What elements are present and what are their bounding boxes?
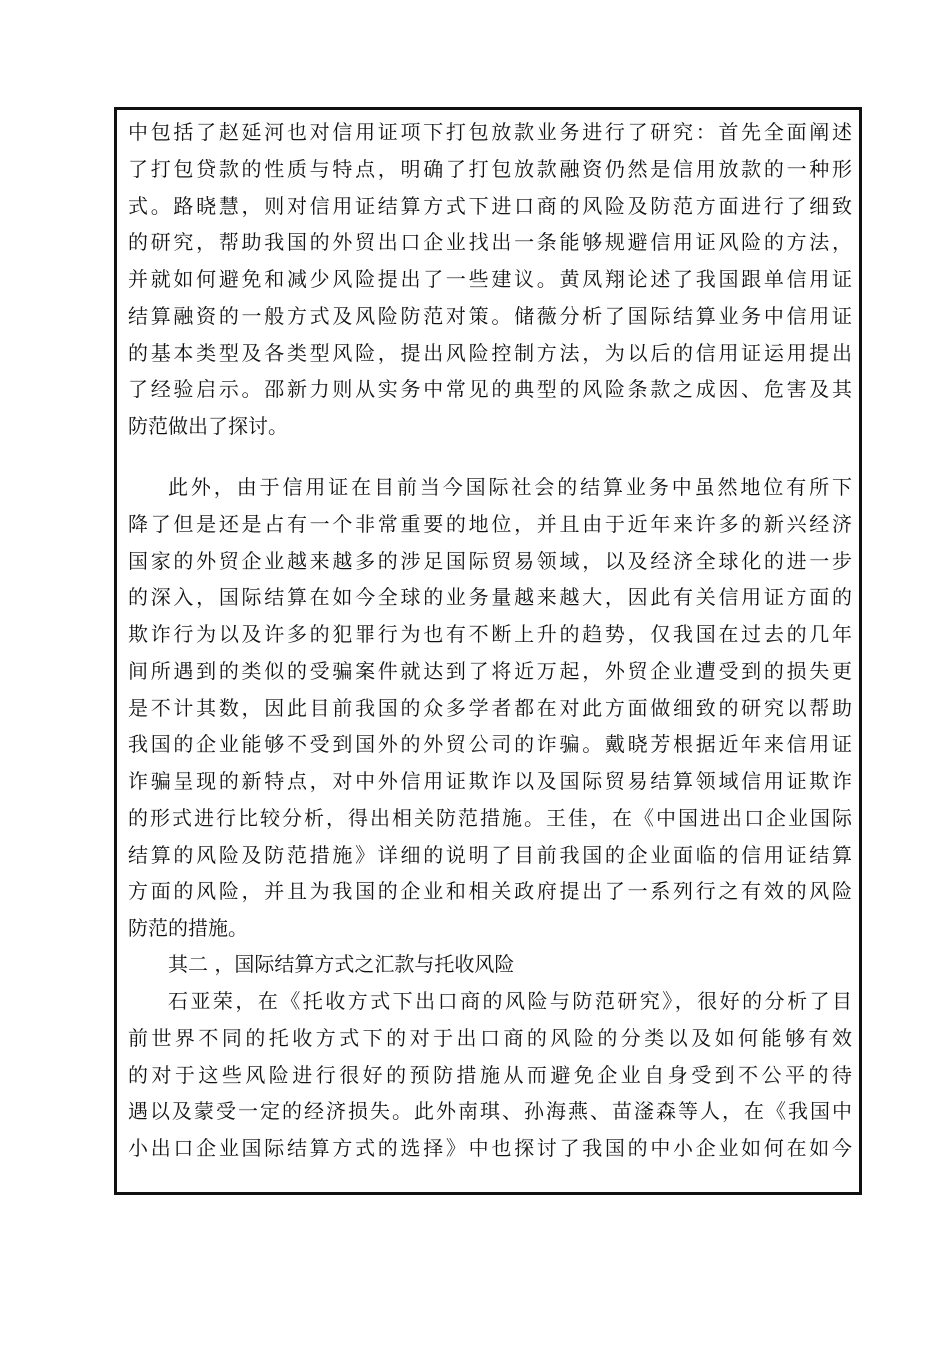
text-line: 的形式进行比较分析，得出相关防范措施。王佳，在《中国进出口企业国际 <box>128 805 852 830</box>
text-line: 国家的外贸企业越来越多的涉足国际贸易领域，以及经济全球化的进一步 <box>128 548 852 573</box>
text-line: 是不计其数，因此目前我国的众多学者都在对此方面做细致的研究以帮助 <box>128 695 852 720</box>
text-line: 前世界不同的托收方式下的对于出口商的风险的分类以及如何能够有效 <box>128 1025 852 1050</box>
text-line: 结算融资的一般方式及风险防范对策。储薇分析了国际结算业务中信用证 <box>128 303 852 328</box>
text-line: 遇以及蒙受一定的经济损失。此外南琪、孙海燕、苗滏森等人，在《我国中 <box>128 1099 852 1124</box>
text-line: 的深入，国际结算在如今全球的业务量越来越大，因此有关信用证方面的 <box>128 585 852 610</box>
text-line: 了经验启示。邵新力则从实务中常见的典型的风险条款之成因、危害及其 <box>128 377 852 402</box>
text-line: 防范做出了探讨。 <box>128 414 288 438</box>
text-line: 其二 ，国际结算方式之汇款与托收风险 <box>168 952 515 976</box>
text-line: 并就如何避免和减少风险提出了一些建议。黄凤翔论述了我国跟单信用证 <box>128 267 852 291</box>
text-line: 欺诈行为以及许多的犯罪行为也有不断上升的趋势，仅我国在过去的几年 <box>128 622 852 646</box>
text-line: 降了但是还是占有一个非常重要的地位，并且由于近年来许多的新兴经济 <box>128 511 852 536</box>
text-line: 我国的企业能够不受到国外的外贸公司的诈骗。戴晓芳根据近年来信用证 <box>128 732 852 757</box>
document-frame <box>114 107 862 1195</box>
paragraph-collection-risk <box>128 983 852 1167</box>
text-line: 诈骗呈现的新特点，对中外信用证欺诈以及国际贸易结算领域信用证欺诈 <box>128 769 852 793</box>
paragraph-credit-fraud <box>128 469 852 947</box>
paragraph-letter-of-credit-research <box>128 114 852 445</box>
text-line: 石亚荣，在《托收方式下出口商的风险与防范研究》，很好的分析了目 <box>168 989 852 1013</box>
text-line: 式。路晓慧，则对信用证结算方式下进口商的风险及防范方面进行了细致 <box>128 193 852 218</box>
text-line: 此外，由于信用证在目前当今国际社会的结算业务中虽然地位有所下 <box>168 475 852 499</box>
text-line: 防范的措施。 <box>128 916 248 940</box>
text-line: 的研究，帮助我国的外贸出口企业找出一条能够规避信用证风险的方法， <box>128 230 852 255</box>
text-line: 小出口企业国际结算方式的选择》中也探讨了我国的中小企业如何在如今 <box>128 1136 852 1160</box>
text-line: 方面的风险，并且为我国的企业和相关政府提出了一系列行之有效的风险 <box>128 879 852 904</box>
text-line: 间所遇到的类似的受骗案件就达到了将近万起，外贸企业遭受到的损失更 <box>128 658 852 683</box>
text-line: 的对于这些风险进行很好的预防措施从而避免企业自身受到不公平的待 <box>128 1062 852 1087</box>
section-heading-remittance-collection <box>128 946 852 983</box>
text-line: 了打包贷款的性质与特点，明确了打包放款融资仍然是信用放款的一种形 <box>128 156 852 181</box>
text-line: 的基本类型及各类型风险，提出风险控制方法，为以后的信用证运用提出 <box>128 340 852 365</box>
text-line: 中包括了赵延河也对信用证项下打包放款业务进行了研究：首先全面阐述 <box>128 120 852 144</box>
text-line: 结算的风险及防范措施》详细的说明了目前我国的企业面临的信用证结算 <box>128 842 852 867</box>
